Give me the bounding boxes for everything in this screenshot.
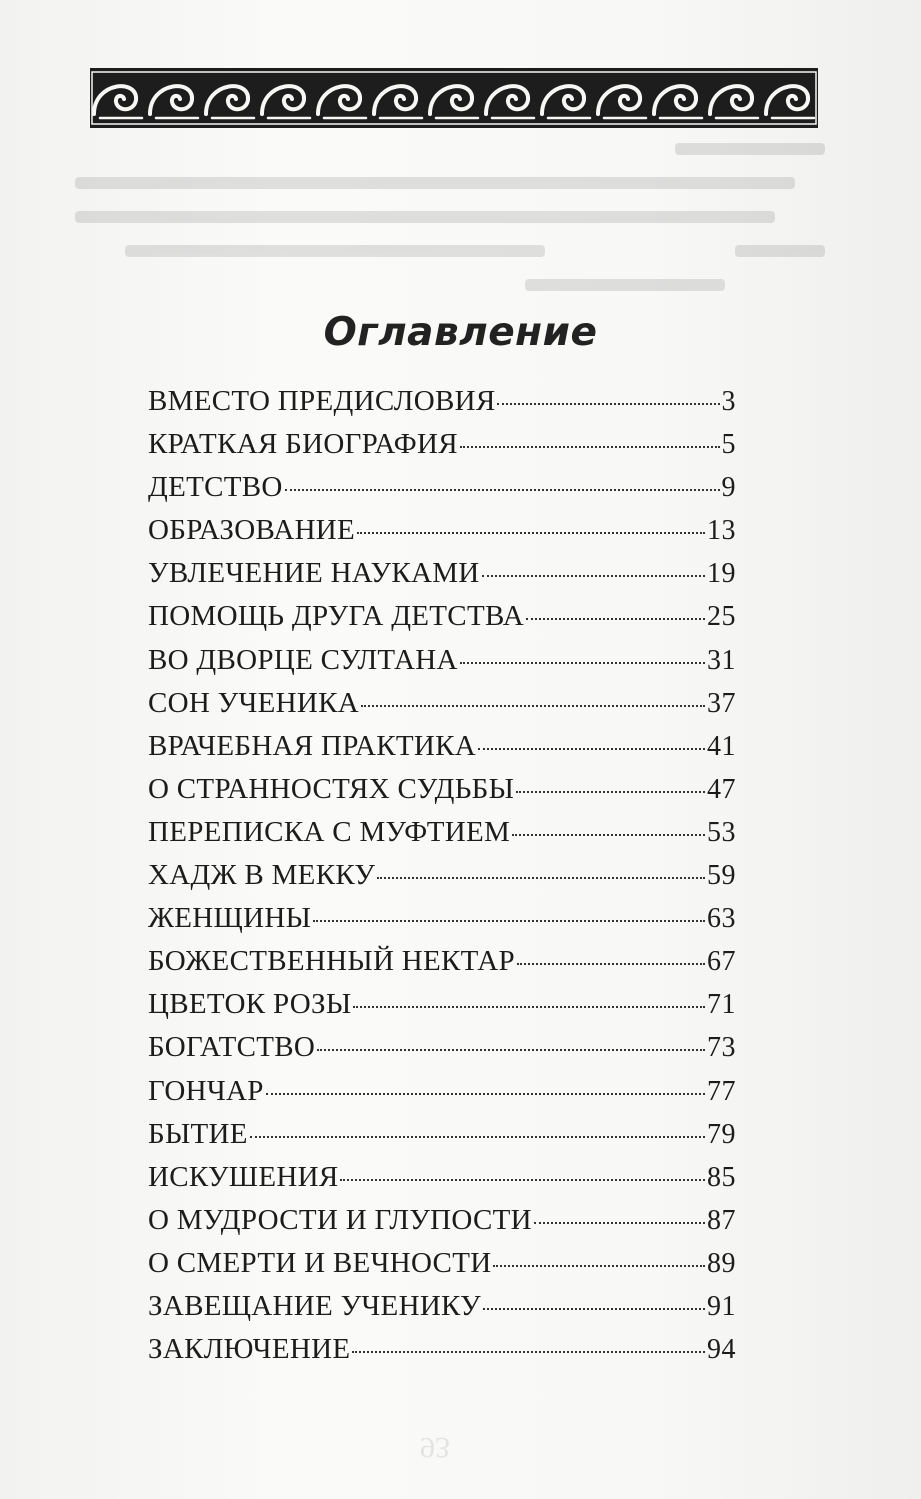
toc-entry[interactable] <box>148 945 736 988</box>
toc-entry-title: ХАДЖ В МЕККУ <box>148 859 376 892</box>
toc-entry-page-number: 13 <box>707 515 736 547</box>
toc-entry[interactable] <box>148 514 736 557</box>
toc-entry-title: О СТРАННОСТЯХ СУДЬБЫ <box>148 772 515 805</box>
toc-entry-title: ЦВЕТОК РОЗЫ <box>148 988 352 1021</box>
toc-entry-page-number: 94 <box>707 1334 736 1366</box>
dot-leader <box>266 1093 705 1095</box>
toc-entry-title: СОН УЧЕНИКА <box>148 686 360 719</box>
toc-entry-title: БОГАТСТВО <box>148 1031 316 1064</box>
toc-entry-page-number: 41 <box>707 730 736 762</box>
dot-leader <box>516 791 705 793</box>
toc-entry-title: ПОМОЩЬ ДРУГА ДЕТСТВА <box>148 600 525 633</box>
show-through-text <box>75 135 835 305</box>
dot-leader <box>483 1308 705 1310</box>
toc-entry-page-number: 19 <box>707 558 736 590</box>
dot-leader <box>478 748 705 750</box>
dot-leader <box>493 1265 705 1267</box>
toc-entry[interactable] <box>148 385 736 428</box>
dot-leader <box>340 1179 705 1181</box>
toc-entry-page-number: 89 <box>707 1247 736 1279</box>
dot-leader <box>357 532 705 534</box>
toc-entry[interactable] <box>148 471 736 514</box>
toc-entry-page-number: 3 <box>721 386 736 417</box>
toc-entry[interactable] <box>148 1161 736 1204</box>
toc-entry-page-number: 9 <box>721 472 736 504</box>
dot-leader <box>517 963 705 965</box>
dot-leader <box>482 575 705 577</box>
dot-leader <box>317 1049 705 1051</box>
toc-entry[interactable] <box>148 902 736 945</box>
table-of-contents <box>148 385 736 1376</box>
toc-entry[interactable] <box>148 644 736 687</box>
toc-entry-title: ОБРАЗОВАНИЕ <box>148 514 356 547</box>
toc-entry[interactable] <box>148 816 736 859</box>
toc-entry-page-number: 59 <box>707 860 736 892</box>
toc-entry-title: УВЛЕЧЕНИЕ НАУКАМИ <box>148 557 480 590</box>
toc-entry-title: ЗАВЕЩАНИЕ УЧЕНИКУ <box>148 1289 481 1322</box>
dot-leader <box>250 1136 705 1138</box>
dot-leader <box>313 920 705 922</box>
page-title: Оглавление <box>323 310 598 356</box>
toc-entry-page-number: 63 <box>707 903 736 935</box>
toc-entry-title: ДЕТСТВО <box>148 471 283 504</box>
toc-entry-title: ГОНЧАР <box>148 1074 264 1107</box>
toc-entry-page-number: 37 <box>707 687 736 719</box>
toc-entry[interactable] <box>148 730 736 773</box>
toc-entry-page-number: 47 <box>707 773 736 805</box>
toc-entry-title: ПЕРЕПИСКА С МУФТИЕМ <box>148 815 511 848</box>
toc-entry[interactable] <box>148 773 736 816</box>
toc-entry-page-number: 91 <box>707 1290 736 1322</box>
toc-entry[interactable] <box>148 1118 736 1161</box>
toc-entry[interactable] <box>148 988 736 1031</box>
toc-entry[interactable] <box>148 859 736 902</box>
dot-leader <box>460 446 720 448</box>
toc-entry[interactable] <box>148 1031 736 1074</box>
toc-entry-page-number: 53 <box>707 816 736 848</box>
toc-entry-title: ЖЕНЩИНЫ <box>148 902 312 935</box>
toc-entry-page-number: 77 <box>707 1075 736 1107</box>
dot-leader <box>497 403 719 405</box>
toc-entry-page-number: 25 <box>707 601 736 633</box>
dot-leader <box>353 1006 705 1008</box>
dot-leader <box>534 1222 705 1224</box>
toc-entry-page-number: 31 <box>707 644 736 676</box>
toc-entry[interactable] <box>148 687 736 730</box>
toc-entry[interactable] <box>148 600 736 643</box>
dot-leader <box>512 834 705 836</box>
toc-entry-page-number: 73 <box>707 1032 736 1064</box>
toc-entry-title: БЫТИЕ <box>148 1117 248 1150</box>
toc-entry-page-number: 67 <box>707 946 736 978</box>
toc-entry[interactable] <box>148 1290 736 1333</box>
toc-entry[interactable] <box>148 1333 736 1376</box>
toc-entry-title: КРАТКАЯ БИОГРАФИЯ <box>148 428 458 461</box>
toc-entry-title: ИСКУШЕНИЯ <box>148 1160 339 1193</box>
toc-entry-page-number: 71 <box>707 989 736 1021</box>
toc-entry-title: ЗАКЛЮЧЕНИЕ <box>148 1333 351 1366</box>
toc-entry[interactable] <box>148 557 736 600</box>
dot-leader <box>361 705 705 707</box>
toc-entry[interactable] <box>148 1075 736 1118</box>
toc-entry[interactable] <box>148 1247 736 1290</box>
toc-entry-page-number: 5 <box>721 429 736 461</box>
dot-leader <box>460 662 705 664</box>
toc-entry-title: БОЖЕСТВЕННЫЙ НЕКТАР <box>148 945 515 978</box>
toc-entry-title: ВРАЧЕБНАЯ ПРАКТИКА <box>148 729 476 762</box>
toc-entry-page-number: 85 <box>707 1161 736 1193</box>
toc-entry-title: ВО ДВОРЦЕ СУЛТАНА <box>148 643 458 676</box>
toc-entry-title: О МУДРОСТИ И ГЛУПОСТИ <box>148 1203 532 1236</box>
dot-leader <box>285 489 720 491</box>
toc-entry-title: О СМЕРТИ И ВЕЧНОСТИ <box>148 1246 492 1279</box>
celtic-wave-border-icon <box>90 68 818 128</box>
dot-leader <box>526 618 705 620</box>
toc-entry-title: ВМЕСТО ПРЕДИСЛОВИЯ <box>148 385 496 417</box>
toc-entry[interactable] <box>148 1204 736 1247</box>
dot-leader <box>377 877 705 879</box>
dot-leader <box>352 1351 705 1353</box>
toc-entry-page-number: 79 <box>707 1118 736 1150</box>
bleed-page-number: 93 <box>420 1431 450 1464</box>
toc-entry[interactable] <box>148 428 736 471</box>
toc-entry-page-number: 87 <box>707 1204 736 1236</box>
